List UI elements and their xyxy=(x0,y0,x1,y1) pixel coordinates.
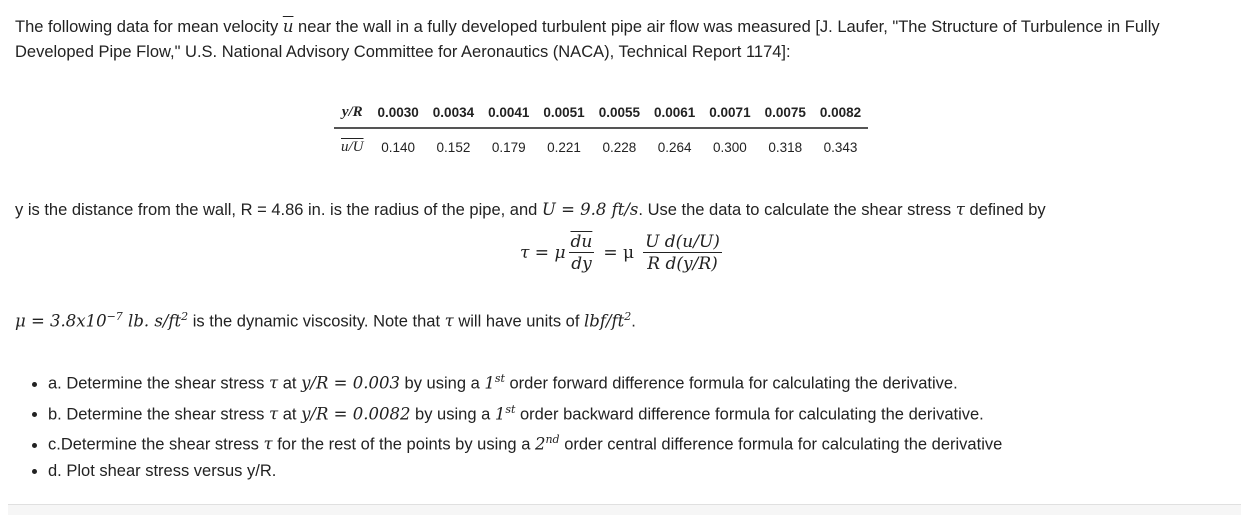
tau-symbol: τ xyxy=(955,200,965,219)
order-number: 2 xyxy=(534,434,546,454)
task-text: at xyxy=(278,405,302,423)
table-row-yR xyxy=(334,100,868,128)
list-item xyxy=(48,458,1002,484)
tau-symbol: τ xyxy=(269,404,279,423)
viscosity-units-exponent: 2 xyxy=(181,310,189,323)
fraction-numerator: U d(u/U) xyxy=(645,231,720,252)
table-cell: 0.0041 xyxy=(481,100,536,128)
viscosity-paragraph xyxy=(15,310,636,332)
equation-lhs: τ = μ xyxy=(520,243,566,263)
list-item xyxy=(48,397,1002,428)
table-cell: 0.0034 xyxy=(426,100,481,128)
table-cell: 0.0055 xyxy=(592,100,647,128)
mean-velocity-symbol: $\overline{u}$ xyxy=(282,17,294,36)
table-cell: 0.228 xyxy=(602,140,637,155)
velocity-expression: U = 9.8 ft/s xyxy=(541,200,639,219)
task-text: order backward difference formula for calculating the derivative. xyxy=(515,405,984,423)
task-text: b. Determine the shear stress xyxy=(48,405,270,423)
fraction-denominator: R d(y/R) xyxy=(647,253,718,274)
table-cell: 0.0071 xyxy=(702,100,757,128)
order-suffix: st xyxy=(494,372,505,385)
table-cell: 0.0082 xyxy=(813,100,868,128)
definitions-paragraph xyxy=(15,200,1046,220)
table-cell: 0.300 xyxy=(713,140,747,155)
table-cell: 0.0075 xyxy=(758,100,813,128)
intro-text-before: The following data for mean velocity xyxy=(15,18,283,36)
table-cell: 0.221 xyxy=(547,140,581,155)
row-label-uU: u/U xyxy=(341,139,364,155)
list-item xyxy=(48,427,1002,458)
task-text: a. Determine the shear stress xyxy=(48,374,270,393)
list-item xyxy=(48,366,1002,397)
viscosity-exponent: −7 xyxy=(106,310,123,323)
table-cell: 0.140 xyxy=(381,140,416,155)
bottom-divider xyxy=(8,504,1241,515)
viscosity-text: will have units of xyxy=(453,312,584,331)
task-text: c.Determine the shear stress xyxy=(48,435,264,454)
task-math: y/R = 0.0082 xyxy=(301,404,411,423)
equation-mid: = μ xyxy=(603,243,635,263)
viscosity-text: . xyxy=(631,312,636,331)
stress-units: lbf/ft xyxy=(584,311,625,331)
table-row-uU xyxy=(334,128,868,160)
viscosity-expression: μ = 3.8x10 xyxy=(15,311,107,331)
table-cell: 0.0030 xyxy=(371,100,426,128)
task-text: d. Plot shear stress versus y/R. xyxy=(48,461,277,480)
table-cell: 0.264 xyxy=(657,140,692,155)
table-cell: 0.318 xyxy=(768,140,803,155)
table-cell: 0.152 xyxy=(436,140,471,155)
tau-symbol: τ xyxy=(263,434,273,454)
task-list xyxy=(20,366,1002,484)
intro-text-after: near the wall in a fully developed turbulent pipe air flow was measured [J. Laufer, "The Structure of Turbulence in Fully Developed Pipe Flow," U.S. National Advisory Committee for Aeronautics (NACA), Technical Report 1174]: xyxy=(15,18,1160,61)
normalized-derivative-fraction xyxy=(643,232,722,275)
task-text: for the rest of the points by using a xyxy=(272,435,535,454)
velocity-data-table xyxy=(334,100,868,160)
task-text: by using a xyxy=(410,405,495,423)
table-cell: 0.179 xyxy=(491,140,526,155)
table-cell: 0.0061 xyxy=(647,100,702,128)
tau-symbol: τ xyxy=(444,311,454,331)
order-number: 1 xyxy=(484,373,495,393)
viscosity-units: lb. s/ft xyxy=(122,311,182,331)
definitions-text: . Use the data to calculate the shear stress xyxy=(638,201,956,219)
definitions-text: defined by xyxy=(964,201,1046,219)
derivative-fraction xyxy=(569,232,595,275)
order-suffix: nd xyxy=(545,433,560,446)
row-label-yR: y/R xyxy=(334,100,371,128)
intro-paragraph xyxy=(15,14,1235,65)
task-text: order forward difference formula for calculating the derivative. xyxy=(504,374,958,393)
table-cell: 0.0051 xyxy=(536,100,591,128)
fraction-denominator: dy xyxy=(571,253,592,274)
table-cell: 0.343 xyxy=(823,140,858,155)
viscosity-text: is the dynamic viscosity. Note that xyxy=(188,312,445,331)
task-text: at xyxy=(278,374,302,393)
task-math: y/R = 0.003 xyxy=(301,373,400,393)
order-number: 1 xyxy=(494,404,506,423)
tau-symbol: τ xyxy=(269,373,279,393)
fraction-numerator: $\overline{du}$ xyxy=(570,231,593,252)
task-text: by using a xyxy=(399,374,485,393)
order-suffix: st xyxy=(505,402,516,416)
definitions-text: y is the distance from the wall, R = 4.86 in. is the radius of the pipe, and xyxy=(15,201,542,219)
task-text: order central difference formula for calculating the derivative xyxy=(559,435,1003,454)
stress-units-exponent: 2 xyxy=(624,310,632,323)
shear-stress-equation xyxy=(520,226,725,280)
